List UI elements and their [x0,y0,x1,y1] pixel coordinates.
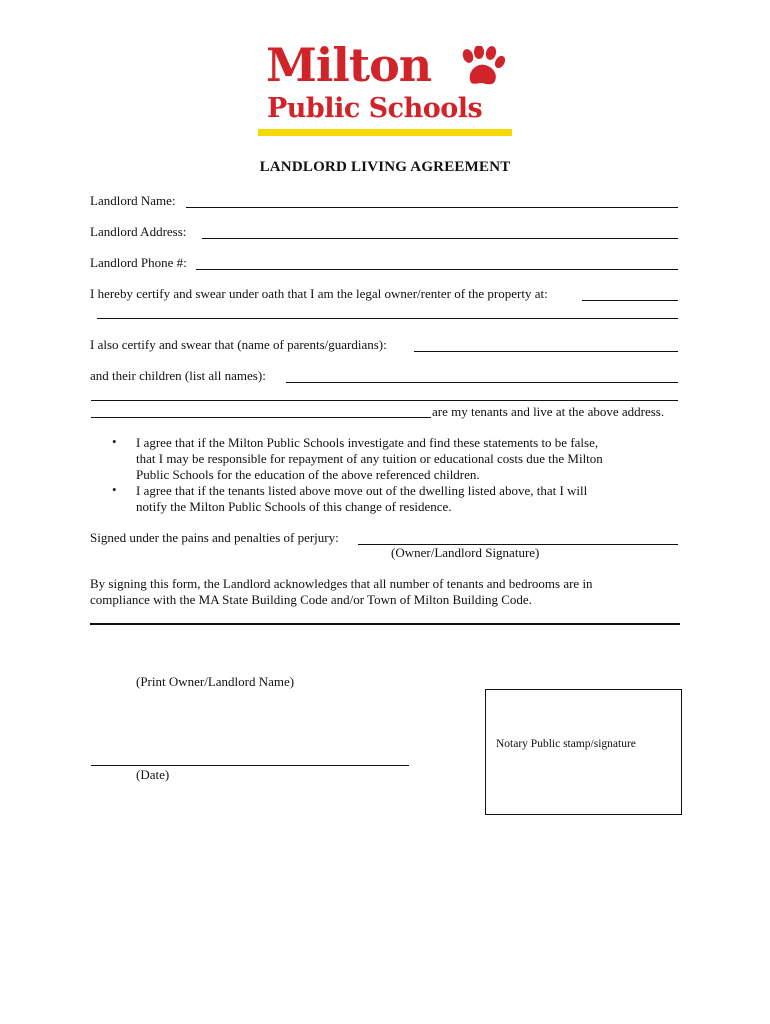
agreement-bullet-list [112,435,672,515]
bullet-1-line-3: Public Schools for the education of the above referenced children. [136,467,480,482]
children-names-field-line2[interactable] [91,400,678,401]
tenants-suffix-text: are my tenants and live at the above address. [432,404,665,419]
owner-certification-text: I hereby certify and swear under oath that I am the legal owner/renter of the property at: [90,286,548,301]
bullet-1-line-2: that I may be responsible for repayment of any tuition or educational costs due the Milton [136,451,603,466]
agreement-bullet-2 [112,483,672,515]
bullet-1-line-1: I agree that if the Milton Public Schools investigate and find these statements to be false, [136,435,599,450]
signature-caption: (Owner/Landlord Signature) [391,545,540,560]
section-divider [90,623,680,625]
logo-underline-bar [258,129,512,136]
date-caption: (Date) [136,767,170,782]
signed-perjury-label: Signed under the pains and penalties of perjury: [90,530,339,545]
bullet-icon: • [112,434,117,449]
notary-caption: Notary Public stamp/signature [496,738,636,750]
children-names-field[interactable] [286,382,678,383]
document-title: LANDLORD LIVING AGREEMENT [259,159,511,175]
notary-stamp-box[interactable] [485,689,682,815]
landlord-address-label: Landlord Address: [90,224,187,239]
children-names-field-line3[interactable] [91,417,431,418]
parents-certification-text: I also certify and swear that (name of parents/guardians): [90,337,387,352]
tenants-row [432,404,682,420]
bullet-icon: • [112,482,117,497]
acknowledgement-line-2: compliance with the MA State Building Code and/or Town of Milton Building Code. [90,592,532,607]
agreement-bullet-1 [112,435,672,483]
bullet-2-line-1: I agree that if the tenants listed above move out of the dwelling listed above, that I will [136,483,588,498]
print-name-caption: (Print Owner/Landlord Name) [136,674,295,689]
logo-wordmark-public-schools: Public Schools [267,93,483,124]
landlord-name-label: Landlord Name: [90,193,176,208]
property-address-field[interactable] [582,300,678,301]
children-label: and their children (list all names): [90,368,266,383]
landlord-name-field[interactable] [186,207,678,208]
bullet-2-line-2: notify the Milton Public Schools of this change of residence. [136,499,452,514]
acknowledgement-line-1: By signing this form, the Landlord acknowledges that all number of tenants and bedrooms are in [90,576,593,591]
date-field[interactable] [91,765,409,766]
paw-print-icon [458,46,506,88]
signature-caption-row [391,545,591,561]
parents-names-field[interactable] [414,351,678,352]
landlord-phone-field[interactable] [196,269,678,270]
landlord-address-field[interactable] [202,238,678,239]
landlord-phone-label: Landlord Phone #: [90,255,187,270]
property-address-field-line2[interactable] [97,318,678,319]
milton-public-schools-logo [258,40,512,137]
logo-wordmark-milton: Milton [266,38,432,92]
